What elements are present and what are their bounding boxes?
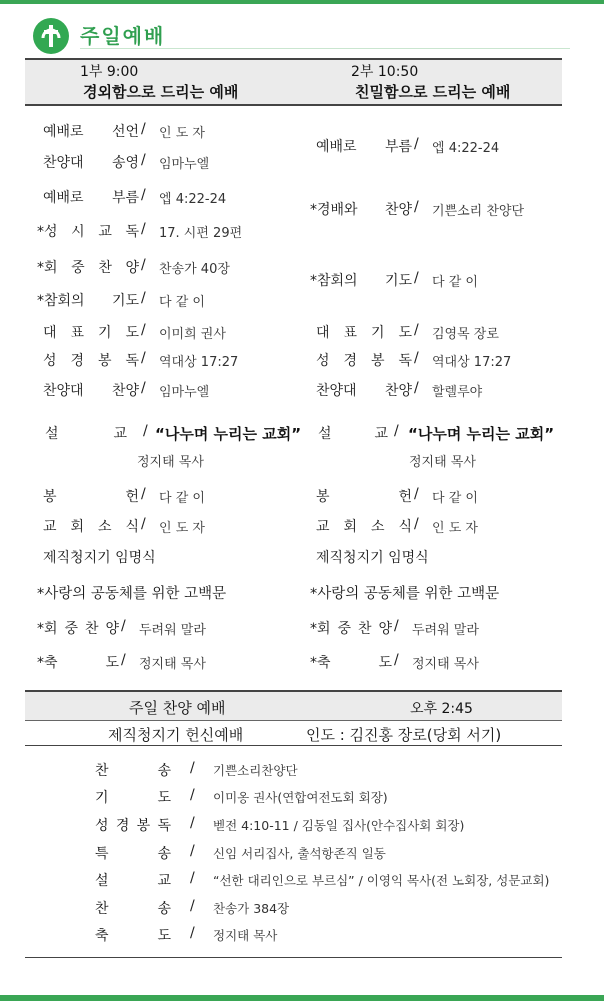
bottom-accent-line bbox=[0, 995, 604, 1001]
afternoon-title: 주일 찬양 예배 bbox=[129, 699, 226, 717]
service2-time: 2부 10:50 bbox=[351, 64, 419, 80]
confession-right: *사랑의 공동체를 위한 고백문 bbox=[310, 586, 500, 602]
top-accent-line bbox=[0, 0, 604, 4]
service-header-band bbox=[25, 58, 562, 106]
afternoon-divider bbox=[25, 745, 562, 746]
cross-circle-icon bbox=[33, 18, 69, 54]
afternoon-subtitle: 제직청지기 헌신예배 bbox=[108, 726, 244, 744]
title-divider bbox=[80, 48, 570, 49]
confession-left: *사랑의 공동체를 위한 고백문 bbox=[37, 586, 227, 602]
ceremony-left: 제직청지기 임명식 bbox=[43, 550, 156, 566]
ceremony-right: 제직청지기 임명식 bbox=[316, 550, 429, 566]
afternoon-header-band bbox=[25, 690, 562, 721]
service1-time: 1부 9:00 bbox=[80, 64, 139, 80]
section-title: 주일예배 bbox=[80, 24, 166, 48]
sermon-preacher-left: 정지태 목사 bbox=[137, 455, 204, 470]
sermon-preacher-right: 정지태 목사 bbox=[409, 455, 476, 470]
bottom-divider bbox=[25, 957, 562, 958]
service2-subtitle: 친밀함으로 드리는 예배 bbox=[355, 83, 511, 101]
afternoon-time: 오후 2:45 bbox=[410, 701, 473, 717]
service1-subtitle: 경외함으로 드리는 예배 bbox=[83, 83, 239, 101]
afternoon-leader: 인도 : 김진홍 장로(당회 서기) bbox=[306, 726, 502, 744]
